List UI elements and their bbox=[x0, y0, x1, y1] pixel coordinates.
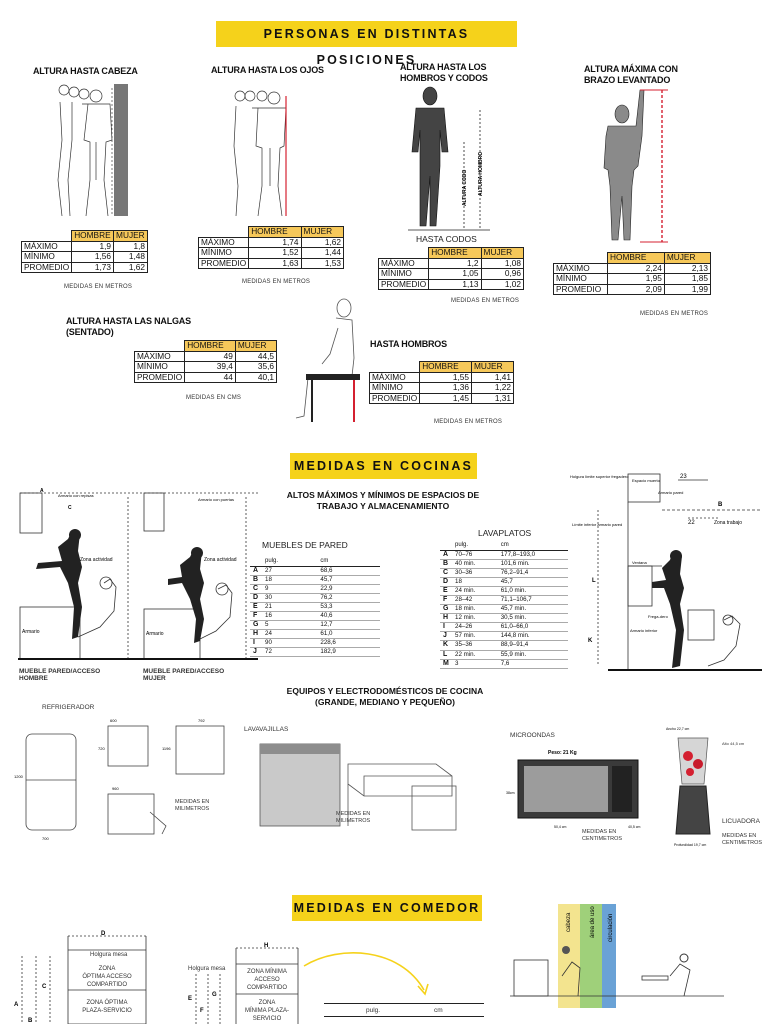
cell-value: 1,13 bbox=[429, 279, 481, 290]
cell-value: 1,31 bbox=[471, 393, 513, 404]
row-key: J bbox=[250, 648, 262, 657]
label-zona-compartido-2: ÓPTIMA ACCESO bbox=[82, 974, 132, 980]
figure-mueble-pared-mujer bbox=[142, 489, 258, 665]
cell-value: 16 bbox=[262, 612, 317, 621]
label-zona-min-3: COMPARTIDO bbox=[246, 985, 288, 991]
cell-value: 45,7 min. bbox=[498, 605, 568, 614]
col-pulg-comedor: pulg. bbox=[366, 1007, 381, 1014]
label-licuadora: LICUADORA bbox=[722, 818, 760, 825]
header-hombre: HOMBRE bbox=[185, 341, 236, 352]
text-w700: 700 bbox=[42, 836, 49, 841]
label-lavavajillas: LAVAVAJILLAS bbox=[244, 726, 289, 733]
text-peso: Peso: 21 Kg bbox=[548, 750, 577, 756]
section-title-personas: PERSONAS EN DISTINTAS POSICIONES bbox=[216, 21, 517, 47]
cell-value: 1,55 bbox=[420, 372, 472, 383]
table-row bbox=[250, 612, 380, 621]
cell-value: 40,1 bbox=[235, 372, 276, 383]
table-row bbox=[440, 605, 568, 614]
caption-mueble-mujer-1: MUEBLE PARED/ACCESO bbox=[143, 668, 225, 675]
cell-value: 1,2 bbox=[429, 258, 481, 269]
row-key: I bbox=[250, 639, 262, 648]
cell-value: 24–26 bbox=[452, 623, 498, 632]
cell-value: 1,48 bbox=[114, 252, 148, 263]
row-key: C bbox=[440, 569, 452, 578]
text-espacio-muerto: Espacio muerto bbox=[632, 478, 660, 483]
cell-value: 49 bbox=[185, 351, 236, 362]
caption-mueble-mujer-2: MUJER bbox=[143, 675, 166, 682]
note-medidas-cm-2: CENTIMETROS bbox=[582, 836, 623, 842]
cell-value: 1,02 bbox=[481, 279, 523, 290]
note-medidas-cm-3: MEDIDAS EN bbox=[722, 833, 757, 839]
text-letter-d: D bbox=[101, 931, 106, 937]
text-armario-repisas: Armario con repisas bbox=[58, 493, 94, 498]
cell-value: 1,22 bbox=[471, 383, 513, 394]
cell-value: 44 bbox=[185, 372, 236, 383]
text-ventana: Ventana bbox=[632, 560, 647, 565]
caption-mueble-hombre-1: MUEBLE PARED/ACCESO bbox=[19, 668, 101, 675]
text-letter-g: G bbox=[212, 992, 217, 998]
col-pulg: pulg. bbox=[452, 540, 498, 551]
cell-value: 40,6 bbox=[317, 612, 380, 621]
row-label: MÍNIMO bbox=[22, 252, 72, 263]
cell-value: 2,09 bbox=[608, 284, 665, 295]
text-m38: 38cm bbox=[506, 791, 515, 795]
header-mujer: MUJER bbox=[664, 253, 710, 264]
text-dim-23: 23 bbox=[680, 474, 687, 480]
row-label: MÁXIMO bbox=[22, 241, 72, 252]
cell-value: 1,05 bbox=[429, 269, 481, 280]
cell-value: 1,53 bbox=[301, 258, 343, 269]
text-w720: 720 bbox=[98, 746, 105, 751]
cell-value: 76,2 bbox=[317, 594, 380, 603]
cell-value: 70–76 bbox=[452, 551, 498, 560]
row-key: J bbox=[440, 632, 452, 641]
table-brazo-levantado bbox=[553, 252, 711, 295]
text-armario: Armario bbox=[22, 629, 40, 635]
label-zona-plaza-1: ZONA ÓPTIMA bbox=[86, 1000, 128, 1006]
row-label: MÍNIMO bbox=[554, 274, 608, 285]
row-label: MÍNIMO bbox=[199, 248, 249, 259]
text-d1196: 1196 bbox=[162, 746, 171, 751]
label-altura-ojos: ALTURA HASTA LOS OJOS bbox=[211, 65, 324, 75]
table-lavaplatos bbox=[440, 540, 568, 669]
cell-value: 22,9 bbox=[317, 585, 380, 594]
section-title-cocinas: MEDIDAS EN COCINAS bbox=[290, 453, 477, 479]
row-label: PROMEDIO bbox=[22, 262, 72, 273]
cell-value: 90 bbox=[262, 639, 317, 648]
cell-value: 182,9 bbox=[317, 648, 380, 657]
note-brazo: MEDIDAS EN METROS bbox=[640, 311, 709, 317]
text-letter-a: A bbox=[40, 488, 44, 494]
table-row bbox=[440, 578, 568, 587]
cell-value: 7,6 bbox=[498, 659, 568, 668]
col-cm: cm bbox=[498, 540, 568, 551]
cell-value: 39,4 bbox=[185, 362, 236, 373]
text-letter-c: C bbox=[42, 984, 47, 990]
table-row bbox=[250, 621, 380, 630]
cell-value: 55,9 min. bbox=[498, 650, 568, 659]
label-holgura-mesa-1: Holgura mesa bbox=[90, 952, 128, 958]
table-muebles-pared bbox=[250, 556, 380, 657]
cell-value: 21 bbox=[262, 603, 317, 612]
cell-value: 1,95 bbox=[608, 274, 665, 285]
cell-value: 12,7 bbox=[317, 621, 380, 630]
text-holgura: Holgura límite superior fregadero bbox=[570, 474, 629, 479]
cell-value: 18 bbox=[452, 578, 498, 587]
row-label: PROMEDIO bbox=[135, 372, 185, 383]
row-key: F bbox=[250, 612, 262, 621]
text-dim-22: 22 bbox=[688, 520, 695, 526]
table-row bbox=[250, 594, 380, 603]
cell-value: 22 min. bbox=[452, 650, 498, 659]
text-w960: 960 bbox=[112, 786, 119, 791]
label-holgura-mesa-2: Holgura mesa bbox=[188, 966, 226, 972]
cell-value: 1,62 bbox=[301, 237, 343, 248]
table-comedor-header bbox=[324, 1003, 484, 1017]
figure-mueble-pared-hombre bbox=[18, 487, 142, 665]
note-nalgas: MEDIDAS EN CMS bbox=[186, 395, 242, 401]
cell-value: 9 bbox=[262, 585, 317, 594]
header-hombre: HOMBRE bbox=[420, 362, 472, 373]
row-key: G bbox=[440, 605, 452, 614]
cell-value: 1,9 bbox=[72, 241, 114, 252]
row-key: A bbox=[440, 551, 452, 560]
cell-value: 45,7 bbox=[317, 576, 380, 585]
row-label: MÁXIMO bbox=[370, 372, 420, 383]
cell-value: 1,56 bbox=[72, 252, 114, 263]
table-row bbox=[440, 569, 568, 578]
cell-value: 30–36 bbox=[452, 569, 498, 578]
label-brazo-1: ALTURA MÁXIMA CON bbox=[584, 64, 678, 74]
label-zona-compartido-3: COMPARTIDO bbox=[86, 982, 128, 988]
cell-value: 1,99 bbox=[664, 284, 710, 295]
text-lic-h: Alto 44,5 cm bbox=[722, 741, 745, 746]
label-zona-min-2: ACCESO bbox=[254, 977, 280, 983]
note-ojos: MEDIDAS EN METROS bbox=[242, 279, 311, 285]
cell-value: 30,5 min. bbox=[498, 614, 568, 623]
table-row bbox=[440, 623, 568, 632]
text-limite-inferior: Límite inferior armario pared bbox=[572, 522, 623, 527]
cell-value: 1,73 bbox=[72, 262, 114, 273]
cell-value: 27 bbox=[262, 567, 317, 576]
cell-value: 61,0 bbox=[317, 630, 380, 639]
cell-value: 40 min. bbox=[452, 560, 498, 569]
table-row bbox=[440, 650, 568, 659]
table-row bbox=[250, 648, 380, 657]
cell-value: 0,96 bbox=[481, 269, 523, 280]
cell-value: 1,44 bbox=[301, 248, 343, 259]
label-nalgas-1: ALTURA HASTA LAS NALGAS bbox=[66, 316, 191, 326]
text-m405: 40,5 cm bbox=[628, 825, 641, 829]
label-zona-min-plaza-1: ZONA bbox=[258, 1000, 276, 1006]
label-refrigerador: REFRIGERADOR bbox=[42, 704, 95, 711]
cell-value: 101,6 min. bbox=[498, 560, 568, 569]
label-hasta-codos: HASTA CODOS bbox=[416, 234, 477, 244]
label-hombros-codos-2: HOMBROS Y CODOS bbox=[400, 73, 488, 83]
cell-value: 72 bbox=[262, 648, 317, 657]
cell-value: 1,08 bbox=[481, 258, 523, 269]
cell-value: 1,52 bbox=[249, 248, 301, 259]
figure-comedor-elevacion bbox=[510, 902, 724, 1024]
text-letter-f: F bbox=[200, 1008, 204, 1014]
cell-value: 24 bbox=[262, 630, 317, 639]
text-zona-actividad-2: Zona actividad bbox=[204, 557, 237, 563]
caption-mueble-hombre-2: HOMBRE bbox=[19, 675, 48, 682]
table-altura-cabeza bbox=[21, 230, 148, 273]
cell-value: 1,74 bbox=[249, 237, 301, 248]
text-lic-d: Profundidad 19,7 cm bbox=[674, 843, 707, 847]
text-bar-cabeza: cabeza bbox=[566, 912, 572, 932]
row-key: D bbox=[250, 594, 262, 603]
table-row bbox=[250, 585, 380, 594]
heading-equipos-2: (GRANDE, MEDIANO Y PEQUEÑO) bbox=[315, 697, 455, 707]
cell-value: 53,3 bbox=[317, 603, 380, 612]
col-cm: cm bbox=[317, 556, 380, 567]
text-letter-e: E bbox=[188, 996, 193, 1002]
header-hombre: HOMBRE bbox=[72, 231, 114, 242]
row-label: MÁXIMO bbox=[199, 237, 249, 248]
cell-value: 18 bbox=[262, 576, 317, 585]
cell-value: 61,0–66,0 bbox=[498, 623, 568, 632]
heading-altos-1: ALTOS MÁXIMOS Y MÍNIMOS DE ESPACIOS DE bbox=[286, 490, 480, 500]
cell-value: 1,8 bbox=[114, 241, 148, 252]
row-key: M bbox=[440, 659, 452, 668]
cell-value: 2,13 bbox=[664, 263, 710, 274]
label-zona-compartido-1: ZONA bbox=[98, 966, 116, 972]
figure-persona-sentada bbox=[282, 298, 366, 426]
row-key: E bbox=[250, 603, 262, 612]
table-altura-ojos bbox=[198, 226, 344, 269]
cell-value: 76,2–91,4 bbox=[498, 569, 568, 578]
figure-hombros-codos bbox=[404, 86, 492, 234]
table-row bbox=[440, 596, 568, 605]
table-row bbox=[440, 641, 568, 650]
text-letter-h: H bbox=[264, 943, 269, 949]
note-medidas-mil-1: MEDIDAS EN bbox=[336, 811, 371, 817]
table-row bbox=[250, 639, 380, 648]
cell-value: 1,41 bbox=[471, 372, 513, 383]
cell-value: 5 bbox=[262, 621, 317, 630]
text-letter-l: L bbox=[592, 578, 596, 584]
header-mujer: MUJER bbox=[114, 231, 148, 242]
header-mujer: MUJER bbox=[481, 248, 523, 259]
text-armario-puertas: Armario con puertas bbox=[198, 497, 235, 502]
row-key: I bbox=[440, 623, 452, 632]
cell-value: 144,8 min. bbox=[498, 632, 568, 641]
table-hasta-hombros bbox=[369, 361, 514, 404]
header-mujer: MUJER bbox=[471, 362, 513, 373]
table-row bbox=[250, 630, 380, 639]
cell-value: 1,45 bbox=[420, 393, 472, 404]
cell-value: 28–42 bbox=[452, 596, 498, 605]
note-medidas-cm-4: CENTIMETROS bbox=[722, 840, 763, 846]
cell-value: 1,85 bbox=[664, 274, 710, 285]
cell-value: 44,5 bbox=[235, 351, 276, 362]
col-pulg: pulg. bbox=[262, 556, 317, 567]
header-mujer: MUJER bbox=[301, 227, 343, 238]
table-row bbox=[250, 567, 380, 576]
text-altura-codo: ALTURA CODO bbox=[462, 169, 468, 206]
table-row bbox=[440, 551, 568, 560]
cell-value: 68,6 bbox=[317, 567, 380, 576]
text-altura-hombro: ALTURA HOMBRO bbox=[478, 151, 484, 196]
label-hombros-codos-1: ALTURA HASTA LOS bbox=[400, 62, 487, 72]
cell-value: 61,0 min. bbox=[498, 587, 568, 596]
row-label: MÁXIMO bbox=[379, 258, 429, 269]
label-zona-plaza-2: PLAZA-SERVICIO bbox=[82, 1008, 132, 1014]
heading-equipos-1: EQUIPOS Y ELECTRODOMÉSTICOS DE COCINA bbox=[286, 686, 484, 696]
text-zona-actividad: Zona actividad bbox=[80, 557, 113, 563]
header-hombre: HOMBRE bbox=[429, 248, 481, 259]
figure-refrigerador bbox=[12, 714, 242, 844]
label-hasta-hombros: HASTA HOMBROS bbox=[370, 339, 447, 349]
text-w600: 600 bbox=[110, 718, 117, 723]
cell-value: 57 min. bbox=[452, 632, 498, 641]
text-letter-a: A bbox=[14, 1002, 19, 1008]
row-label: MÍNIMO bbox=[135, 362, 185, 373]
text-letter-b: B bbox=[718, 502, 723, 508]
row-key: B bbox=[250, 576, 262, 585]
row-label: PROMEDIO bbox=[370, 393, 420, 404]
row-label: PROMEDIO bbox=[199, 258, 249, 269]
figure-brazo-levantado bbox=[600, 86, 680, 246]
text-w792: 792 bbox=[198, 718, 205, 723]
row-label: MÍNIMO bbox=[379, 269, 429, 280]
cell-value: 2,24 bbox=[608, 263, 665, 274]
cell-value: 88,9–91,4 bbox=[498, 641, 568, 650]
cell-value: 228,6 bbox=[317, 639, 380, 648]
row-key: H bbox=[440, 614, 452, 623]
col-cm-comedor: cm bbox=[434, 1007, 443, 1014]
text-bar-area-uso: área de uso bbox=[590, 906, 596, 938]
label-zona-min-1: ZONA MÍNIMA bbox=[247, 969, 287, 975]
row-label: PROMEDIO bbox=[554, 284, 608, 295]
note-hombros: MEDIDAS EN METROS bbox=[434, 419, 503, 425]
cell-value: 45,7 bbox=[498, 578, 568, 587]
label-zona-min-plaza-3: SERVICIO bbox=[252, 1016, 282, 1022]
table-row bbox=[440, 560, 568, 569]
label-zona-min-plaza-2: MÍNIMA PLAZA- bbox=[244, 1008, 289, 1014]
label-brazo-2: BRAZO LEVANTADO bbox=[584, 75, 671, 85]
label-altura-cabeza: ALTURA HASTA CABEZA bbox=[33, 66, 138, 76]
header-hombre: HOMBRE bbox=[608, 253, 665, 264]
cell-value: 35,6 bbox=[235, 362, 276, 373]
row-key: F bbox=[440, 596, 452, 605]
table-row bbox=[440, 632, 568, 641]
note-medidas-mil-2: MILIMETROS bbox=[336, 818, 371, 824]
row-key: H bbox=[250, 630, 262, 639]
heading-altos-2: TRABAJO Y ALMACENAMIENTO bbox=[316, 501, 450, 511]
note-codos: MEDIDAS EN METROS bbox=[451, 298, 520, 304]
cell-value: 1,63 bbox=[249, 258, 301, 269]
row-key: D bbox=[440, 578, 452, 587]
note-medidas-cm-1: MEDIDAS EN bbox=[582, 829, 617, 835]
text-zona-trabajo: Zona trabajo bbox=[714, 520, 743, 526]
cell-value: 1,62 bbox=[114, 262, 148, 273]
cell-value: 30 bbox=[262, 594, 317, 603]
figure-licuadora bbox=[664, 724, 720, 850]
arrow-icon bbox=[300, 944, 440, 1000]
row-label: MÁXIMO bbox=[135, 351, 185, 362]
table-row bbox=[250, 576, 380, 585]
text-m504: 50,4 cm bbox=[554, 825, 567, 829]
text-fregadero: Frega-dero bbox=[648, 614, 668, 619]
row-key: C bbox=[250, 585, 262, 594]
section-title-comedor: MEDIDAS EN COMEDOR bbox=[292, 895, 482, 921]
text-h1200: 1200 bbox=[14, 774, 23, 779]
table-row bbox=[250, 603, 380, 612]
row-key: G bbox=[250, 621, 262, 630]
cell-value: 35–36 bbox=[452, 641, 498, 650]
cell-value: 71,1–106,7 bbox=[498, 596, 568, 605]
row-key: L bbox=[440, 650, 452, 659]
cell-value: 177,8–193,0 bbox=[498, 551, 568, 560]
text-letter-k: K bbox=[588, 638, 593, 644]
table-row bbox=[440, 614, 568, 623]
row-label: MÁXIMO bbox=[554, 263, 608, 274]
figure-altura-cabeza bbox=[52, 80, 132, 218]
row-key: K bbox=[440, 641, 452, 650]
text-letter-b: B bbox=[28, 1018, 33, 1024]
title-lavaplatos: LAVAPLATOS bbox=[478, 528, 532, 538]
text-armario-2: Armario bbox=[146, 631, 164, 637]
cell-value: 1,36 bbox=[420, 383, 472, 394]
cell-value: 18 min. bbox=[452, 605, 498, 614]
row-label: PROMEDIO bbox=[379, 279, 429, 290]
table-altura-nalgas bbox=[134, 340, 277, 383]
cell-value: 3 bbox=[452, 659, 498, 668]
header-hombre: HOMBRE bbox=[249, 227, 301, 238]
cell-value: 24 min. bbox=[452, 587, 498, 596]
figure-altura-ojos bbox=[230, 86, 290, 218]
note-medidas-mm-1: MEDIDAS EN bbox=[175, 799, 210, 805]
row-key: E bbox=[440, 587, 452, 596]
label-nalgas-2: (SENTADO) bbox=[66, 327, 114, 337]
text-lic-w: Ancho 22,7 cm bbox=[666, 727, 690, 731]
note-cabeza: MEDIDAS EN METROS bbox=[64, 284, 133, 290]
table-row bbox=[440, 659, 568, 668]
table-hasta-codos bbox=[378, 247, 524, 290]
text-armario-pared: Armario pared bbox=[658, 490, 684, 495]
title-muebles-pared: MUEBLES DE PARED bbox=[262, 540, 348, 550]
table-row bbox=[440, 587, 568, 596]
text-armario-inferior: Armario inferior bbox=[630, 628, 658, 633]
row-key: B bbox=[440, 560, 452, 569]
figure-fregadero-elevacion bbox=[568, 470, 762, 676]
note-medidas-mm-2: MILIMETROS bbox=[175, 806, 210, 812]
row-label: MÍNIMO bbox=[370, 383, 420, 394]
row-key: A bbox=[250, 567, 262, 576]
text-bar-circulacion: circulación bbox=[608, 913, 614, 942]
header-mujer: MUJER bbox=[235, 341, 276, 352]
text-letter-c: C bbox=[68, 505, 72, 511]
figure-microondas bbox=[504, 742, 654, 834]
label-microondas: MICROONDAS bbox=[510, 732, 555, 739]
cell-value: 12 min. bbox=[452, 614, 498, 623]
